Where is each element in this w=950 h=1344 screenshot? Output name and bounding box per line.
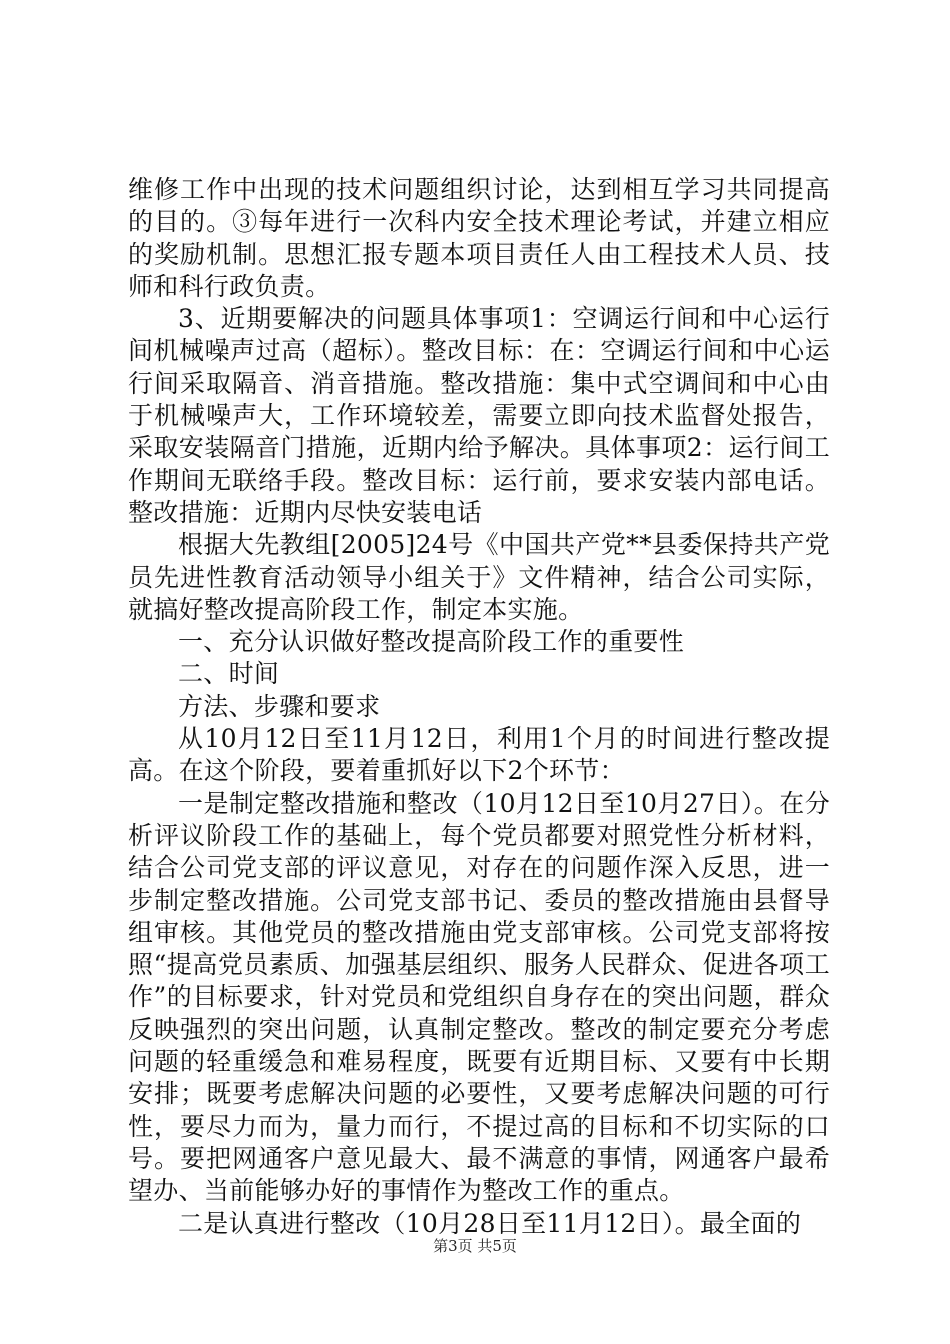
paragraph-basis: 根据大先教组[2005]24号《中国共产党**县委保持共产党员先进性教育活动领导小组关于》文件精神，结合公司实际，就搞好整改提高阶段工作，制定本实施。 xyxy=(128,530,830,624)
paragraph-continuation: 维修工作中出现的技术问题组织讨论，达到相互学习共同提高的目的。③每年进行一次科内安全技术理论考试，并建立相应的奖励机制。思想汇报专题本项目责任人由工程技术人员、技师和科行政负责。 xyxy=(128,175,830,301)
paragraph-timeframe: 从10月12日至11月12日，利用1个月的时间进行整改提高。在这个阶段，要着重抓好以下2个环节： xyxy=(128,724,830,786)
paragraph-step-one: 一是制定整改措施和整改（10月12日至10月27日）。在分析评议阶段工作的基础上，每个党员都要对照党性分析材料，结合公司党支部的评议意见，对存在的问题作深入反思，进一步制定整改措施。公司党支部书记、委员的整改措施由县督导组审核。其他党员的整改措施由党支部审核。公司党支部将按照“提高党员素质、加强基层组织、服务人民群众、促进各项工作”的目标要求，针对党员和党组织自身存在的突出问题，群众反映强烈的突出问题，认真制定整改。整改的制定要充分考虑问题的轻重缓急和难易程度，既要有近期目标、又要有中长期安排；既要考虑解决问题的必要性，又要考虑解决问题的可行性，要尽力而为，量力而行，不提过高的目标和不切实际的口号。要把网通客户意见最大、最不满意的事情，网通客户最希望办、当前能够办好的事情作为整改工作的重点。 xyxy=(128,788,830,1206)
document-body xyxy=(128,174,830,1240)
heading-methods: 方法、步骤和要求 xyxy=(178,691,381,721)
page-footer: 第3页 共5页 xyxy=(433,1237,517,1255)
paragraph-step-two: 二是认真进行整改（10月28日至11月12日）。最全面的 xyxy=(178,1208,802,1238)
paragraph-item-3-issues: 3、近期要解决的问题具体事项1：空调运行间和中心运行间机械噪声过高（超标）。整改目标：在：空调运行间和中心运行间采取隔音、消音措施。整改措施：集中式空调间和中心由于机械噪声大，工作环境较差，需要立即向技术监督处报告，采取安装隔音门措施，近期内给予解决。具体事项2：运行间工作期间无联络手段。整改目标：运行前，要求安装内部电话。整改措施：近期内尽快安装电话 xyxy=(128,304,830,527)
heading-section-2: 二、时间 xyxy=(178,659,280,689)
heading-section-1: 一、充分认识做好整改提高阶段工作的重要性 xyxy=(178,627,685,657)
